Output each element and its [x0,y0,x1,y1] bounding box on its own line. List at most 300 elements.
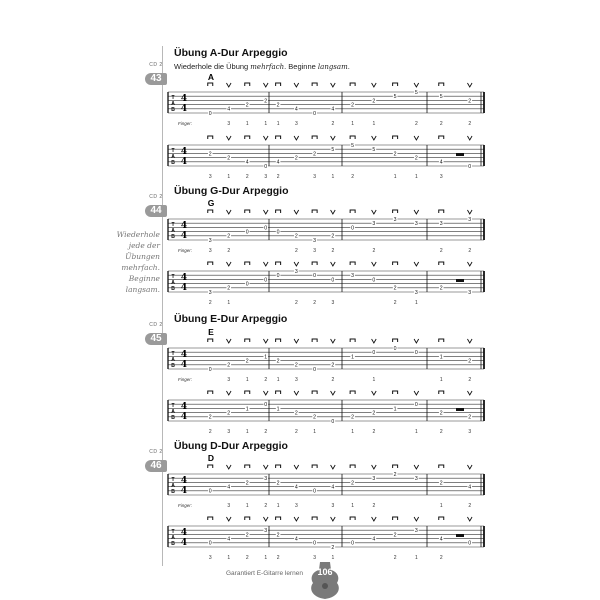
time-signature: 4 [180,538,188,548]
upstroke-icon [294,83,299,87]
upstroke-icon [331,391,336,395]
downstroke-icon [312,136,317,139]
finger-number: 2 [331,248,335,254]
fret-number: 0 [245,229,249,236]
finger-number: 3 [264,174,268,180]
downstroke-icon [439,391,444,394]
fret-number: 5 [331,147,335,154]
downstroke-icon [439,210,444,213]
finger-number: 3 [294,503,298,509]
upstroke-icon [263,83,268,87]
fret-number: 0 [276,229,280,236]
finger-number: 3 [227,377,231,383]
tab-clef: T [171,95,175,101]
tab-clef: B [171,234,175,240]
time-signature: 4 [180,528,188,538]
upstroke-icon [331,465,336,469]
fret-number: 3 [372,476,376,483]
fret-number: 5 [414,89,418,96]
finger-number: 1 [414,174,418,180]
time-signature: 4 [180,147,188,157]
fret-number: 3 [414,289,418,296]
fret-number: 2 [313,151,317,158]
finger-number: 1 [393,174,397,180]
tab-clef: B [171,489,175,495]
fret-number: 4 [294,536,298,543]
tab-clef: A [171,535,175,541]
fret-number: 1 [351,354,355,361]
fret-number: 2 [294,362,298,369]
downstroke-icon [208,262,213,265]
finger-number: 2 [245,555,249,561]
fret-number: 0 [468,540,472,547]
fret-number: 2 [276,532,280,539]
upstroke-icon [294,517,299,521]
upstroke-icon [226,339,231,343]
downstroke-icon [208,465,213,468]
downstroke-icon [393,262,398,265]
upstroke-icon [226,391,231,395]
finger-number: 3 [313,555,317,561]
finger-number: 2 [439,121,443,127]
fret-number: 3 [439,221,443,228]
fret-number: 0 [276,273,280,280]
downstroke-icon [312,391,317,394]
fret-number: 3 [351,273,355,280]
fret-number: 0 [414,402,418,409]
downstroke-icon [393,339,398,342]
fret-number: 0 [372,277,376,284]
fret-number: 2 [245,480,249,487]
fret-number: 2 [227,285,231,292]
exercise-title: Übung G-Dur Arpeggio [174,185,289,197]
finger-number: 2 [331,121,335,127]
tab-clef: T [171,222,175,228]
finger-number: 3 [227,429,231,435]
fret-number: 0 [468,163,472,170]
time-signature: 4 [180,94,188,104]
finger-number: 3 [331,300,335,306]
fret-number: 3 [208,237,212,244]
finger-label: Finger: [178,248,193,253]
downstroke-icon [393,465,398,468]
fret-number: 2 [351,480,355,487]
finger-number: 2 [294,248,298,254]
upstroke-icon [226,136,231,140]
tab-clef: B [171,286,175,292]
fret-number: 0 [264,277,268,284]
fret-number: 1 [439,354,443,361]
downstroke-icon [439,262,444,265]
downstroke-icon [350,465,355,468]
downstroke-icon [439,465,444,468]
fret-number: 2 [439,480,443,487]
cd-label: CD 2 [149,449,163,455]
cd-track-number: 45 [145,333,167,345]
time-signature: 4 [180,476,188,486]
fret-number: 2 [331,362,335,369]
finger-number: 1 [414,300,418,306]
finger-number: 3 [313,174,317,180]
finger-number: 1 [331,174,335,180]
fret-number: 0 [351,540,355,547]
downstroke-icon [312,83,317,86]
fret-number: 4 [439,536,443,543]
time-signature: 4 [180,231,188,241]
fret-number: 0 [264,402,268,409]
downstroke-icon [439,136,444,139]
fret-number: 2 [414,155,418,162]
downstroke-icon [245,339,250,342]
fret-number: 2 [439,285,443,292]
fret-number: 2 [313,414,317,421]
upstroke-icon [294,391,299,395]
fret-number: 4 [468,484,472,491]
downstroke-icon [439,83,444,86]
finger-number: 1 [351,429,355,435]
finger-label: Finger: [178,503,193,508]
tab-clef: A [171,154,175,160]
fret-number: 3 [208,289,212,296]
fret-number: 2 [294,233,298,240]
fret-number: 0 [313,366,317,373]
downstroke-icon [245,210,250,213]
downstroke-icon [276,136,281,139]
finger-number: 2 [294,429,298,435]
fret-number: 3 [264,476,268,483]
upstroke-icon [331,517,336,521]
downstroke-icon [439,517,444,520]
upstroke-icon [294,136,299,140]
fret-number: 2 [276,102,280,109]
time-signature: 4 [180,412,188,422]
upstroke-icon [263,465,268,469]
fret-number: 0 [208,110,212,117]
upstroke-icon [263,391,268,395]
tab-clef: B [171,160,175,166]
finger-number: 1 [245,377,249,383]
rest-icon [456,153,464,156]
finger-label: Finger: [178,377,193,382]
upstroke-icon [372,83,377,87]
fret-number: 2 [208,151,212,158]
upstroke-icon [414,517,419,521]
upstroke-icon [467,262,472,266]
upstroke-icon [414,465,419,469]
tab-clef: T [171,529,175,535]
upstroke-icon [467,210,472,214]
finger-number: 2 [372,503,376,509]
finger-number: 2 [372,429,376,435]
downstroke-icon [276,517,281,520]
fret-number: 3 [468,289,472,296]
fret-number: 0 [313,488,317,495]
finger-number: 2 [468,503,472,509]
time-signature: 4 [180,157,188,167]
finger-number: 3 [227,503,231,509]
fret-number: 2 [393,151,397,158]
time-signature: 4 [180,360,188,370]
finger-number: 3 [208,555,212,561]
downstroke-icon [208,391,213,394]
finger-number: 2 [227,248,231,254]
finger-number: 3 [294,377,298,383]
upstroke-icon [263,210,268,214]
finger-number: 1 [276,503,280,509]
upstroke-icon [414,83,419,87]
fret-number: 0 [264,163,268,170]
downstroke-icon [276,262,281,265]
fret-number: 2 [372,410,376,417]
finger-number: 2 [393,555,397,561]
fret-number: 5 [372,147,376,154]
finger-number: 3 [331,503,335,509]
time-signature: 4 [180,350,188,360]
finger-number: 2 [439,555,443,561]
fret-number: 4 [294,484,298,491]
upstroke-icon [372,210,377,214]
downstroke-icon [245,83,250,86]
fret-number: 2 [331,233,335,240]
fret-number: 4 [245,159,249,166]
fret-number: 0 [393,345,397,352]
fret-number: 0 [372,350,376,357]
upstroke-icon [467,465,472,469]
finger-number: 2 [351,174,355,180]
downstroke-icon [393,517,398,520]
tab-clef: B [171,363,175,369]
fret-number: 2 [294,410,298,417]
fret-number: 0 [264,225,268,232]
fret-number: 4 [227,484,231,491]
finger-number: 1 [245,121,249,127]
tab-clef: B [171,107,175,113]
finger-number: 1 [439,503,443,509]
finger-number: 2 [372,248,376,254]
time-signature: 4 [180,486,188,496]
fret-number: 2 [264,98,268,105]
downstroke-icon [276,83,281,86]
fret-number: 2 [245,532,249,539]
upstroke-icon [226,262,231,266]
instruction-emphasis: langsam [317,63,348,71]
fret-number: 2 [208,414,212,421]
finger-number: 3 [468,429,472,435]
side-note-line: langsam. [125,285,160,294]
fret-number: 2 [331,544,335,551]
fret-number: 2 [393,532,397,539]
downstroke-icon [350,136,355,139]
upstroke-icon [331,83,336,87]
finger-number: 2 [414,121,418,127]
finger-number: 3 [208,174,212,180]
finger-number: 2 [264,503,268,509]
fret-number: 2 [351,102,355,109]
finger-number: 1 [227,300,231,306]
fret-number: 2 [351,414,355,421]
fret-number: 0 [331,418,335,425]
upstroke-icon [331,136,336,140]
finger-number: 1 [227,555,231,561]
fret-number: 3 [393,216,397,223]
cd-label: CD 2 [149,322,163,328]
fret-number: 4 [294,106,298,113]
finger-number: 2 [276,174,280,180]
downstroke-icon [276,339,281,342]
downstroke-icon [350,83,355,86]
upstroke-icon [467,136,472,140]
upstroke-icon [372,517,377,521]
fret-number: 3 [264,528,268,535]
downstroke-icon [245,517,250,520]
tab-clef: A [171,409,175,415]
upstroke-icon [467,339,472,343]
fret-number: 2 [372,98,376,105]
upstroke-icon [294,210,299,214]
finger-number: 1 [351,121,355,127]
finger-number: 1 [264,121,268,127]
finger-number: 1 [245,429,249,435]
fret-number: 2 [245,358,249,365]
finger-number: 1 [264,555,268,561]
upstroke-icon [372,465,377,469]
upstroke-icon [372,136,377,140]
downstroke-icon [350,517,355,520]
fret-number: 2 [227,155,231,162]
finger-number: 2 [313,300,317,306]
fret-number: 0 [208,488,212,495]
finger-number: 2 [331,377,335,383]
fret-number: 2 [468,358,472,365]
fret-number: 2 [393,285,397,292]
tab-clef: A [171,483,175,489]
finger-number: 1 [276,377,280,383]
fret-number: 4 [331,106,335,113]
upstroke-icon [294,262,299,266]
finger-label: Finger: [178,121,193,126]
side-note-line: Wiederhole [116,230,160,239]
finger-number: 3 [313,248,317,254]
upstroke-icon [294,339,299,343]
upstroke-icon [414,262,419,266]
exercise-title: Übung D-Dur Arpeggio [174,440,288,452]
downstroke-icon [312,465,317,468]
fret-number: 2 [227,362,231,369]
fret-number: 1 [393,406,397,413]
fret-number: 4 [439,159,443,166]
finger-number: 3 [294,121,298,127]
finger-number: 2 [468,248,472,254]
upstroke-icon [372,391,377,395]
fret-number: 2 [294,155,298,162]
time-signature: 4 [180,402,188,412]
fret-number: 3 [414,528,418,535]
finger-number: 3 [227,121,231,127]
downstroke-icon [350,210,355,213]
fret-number: 3 [372,221,376,228]
upstroke-icon [414,136,419,140]
finger-number: 1 [414,555,418,561]
fret-number: 2 [393,471,397,478]
downstroke-icon [393,136,398,139]
chord-symbol: A [207,72,215,82]
downstroke-icon [208,83,213,86]
finger-number: 2 [208,429,212,435]
upstroke-icon [467,391,472,395]
finger-number: 2 [264,377,268,383]
fret-number: 0 [208,540,212,547]
downstroke-icon [312,210,317,213]
tab-clef: B [171,415,175,421]
rest-icon [456,279,464,282]
downstroke-icon [276,391,281,394]
downstroke-icon [393,83,398,86]
fret-number: 1 [276,406,280,413]
chord-symbol: D [207,453,215,463]
fret-number: 0 [414,350,418,357]
downstroke-icon [350,262,355,265]
cd-track-number: 44 [145,205,167,217]
chord-symbol: E [208,327,214,337]
side-note-line: mehrfach. [121,263,160,272]
tab-clef: A [171,280,175,286]
finger-number: 1 [276,121,280,127]
upstroke-icon [414,210,419,214]
fret-number: 2 [276,480,280,487]
fret-number: 2 [468,98,472,105]
upstroke-icon [263,339,268,343]
finger-number: 1 [245,503,249,509]
downstroke-icon [208,517,213,520]
finger-number: 2 [439,429,443,435]
tab-clef: T [171,403,175,409]
downstroke-icon [245,136,250,139]
upstroke-icon [467,83,472,87]
side-note-line: Übungen [125,252,160,261]
tab-clef: A [171,228,175,234]
fret-number: 4 [276,159,280,166]
finger-number: 2 [393,300,397,306]
fret-number: 3 [414,476,418,483]
downstroke-icon [312,262,317,265]
fret-number: 0 [331,277,335,284]
fret-number: 5 [393,94,397,101]
downstroke-icon [439,339,444,342]
finger-number: 2 [468,121,472,127]
downstroke-icon [276,465,281,468]
fret-number: 3 [468,216,472,223]
upstroke-icon [263,136,268,140]
cd-track-number: 46 [145,460,167,472]
upstroke-icon [263,517,268,521]
finger-number: 1 [313,429,317,435]
tab-clef: B [171,541,175,547]
upstroke-icon [226,210,231,214]
downstroke-icon [245,391,250,394]
downstroke-icon [245,262,250,265]
downstroke-icon [312,339,317,342]
upstroke-icon [372,262,377,266]
fret-number: 4 [227,106,231,113]
upstroke-icon [414,391,419,395]
exercise-title: Übung A-Dur Arpeggio [174,47,288,59]
time-signature: 4 [180,221,188,231]
instruction-text: . [347,62,350,71]
tab-clef: T [171,477,175,483]
guitar-icon [308,560,342,600]
fret-number: 0 [313,273,317,280]
finger-number: 2 [264,429,268,435]
